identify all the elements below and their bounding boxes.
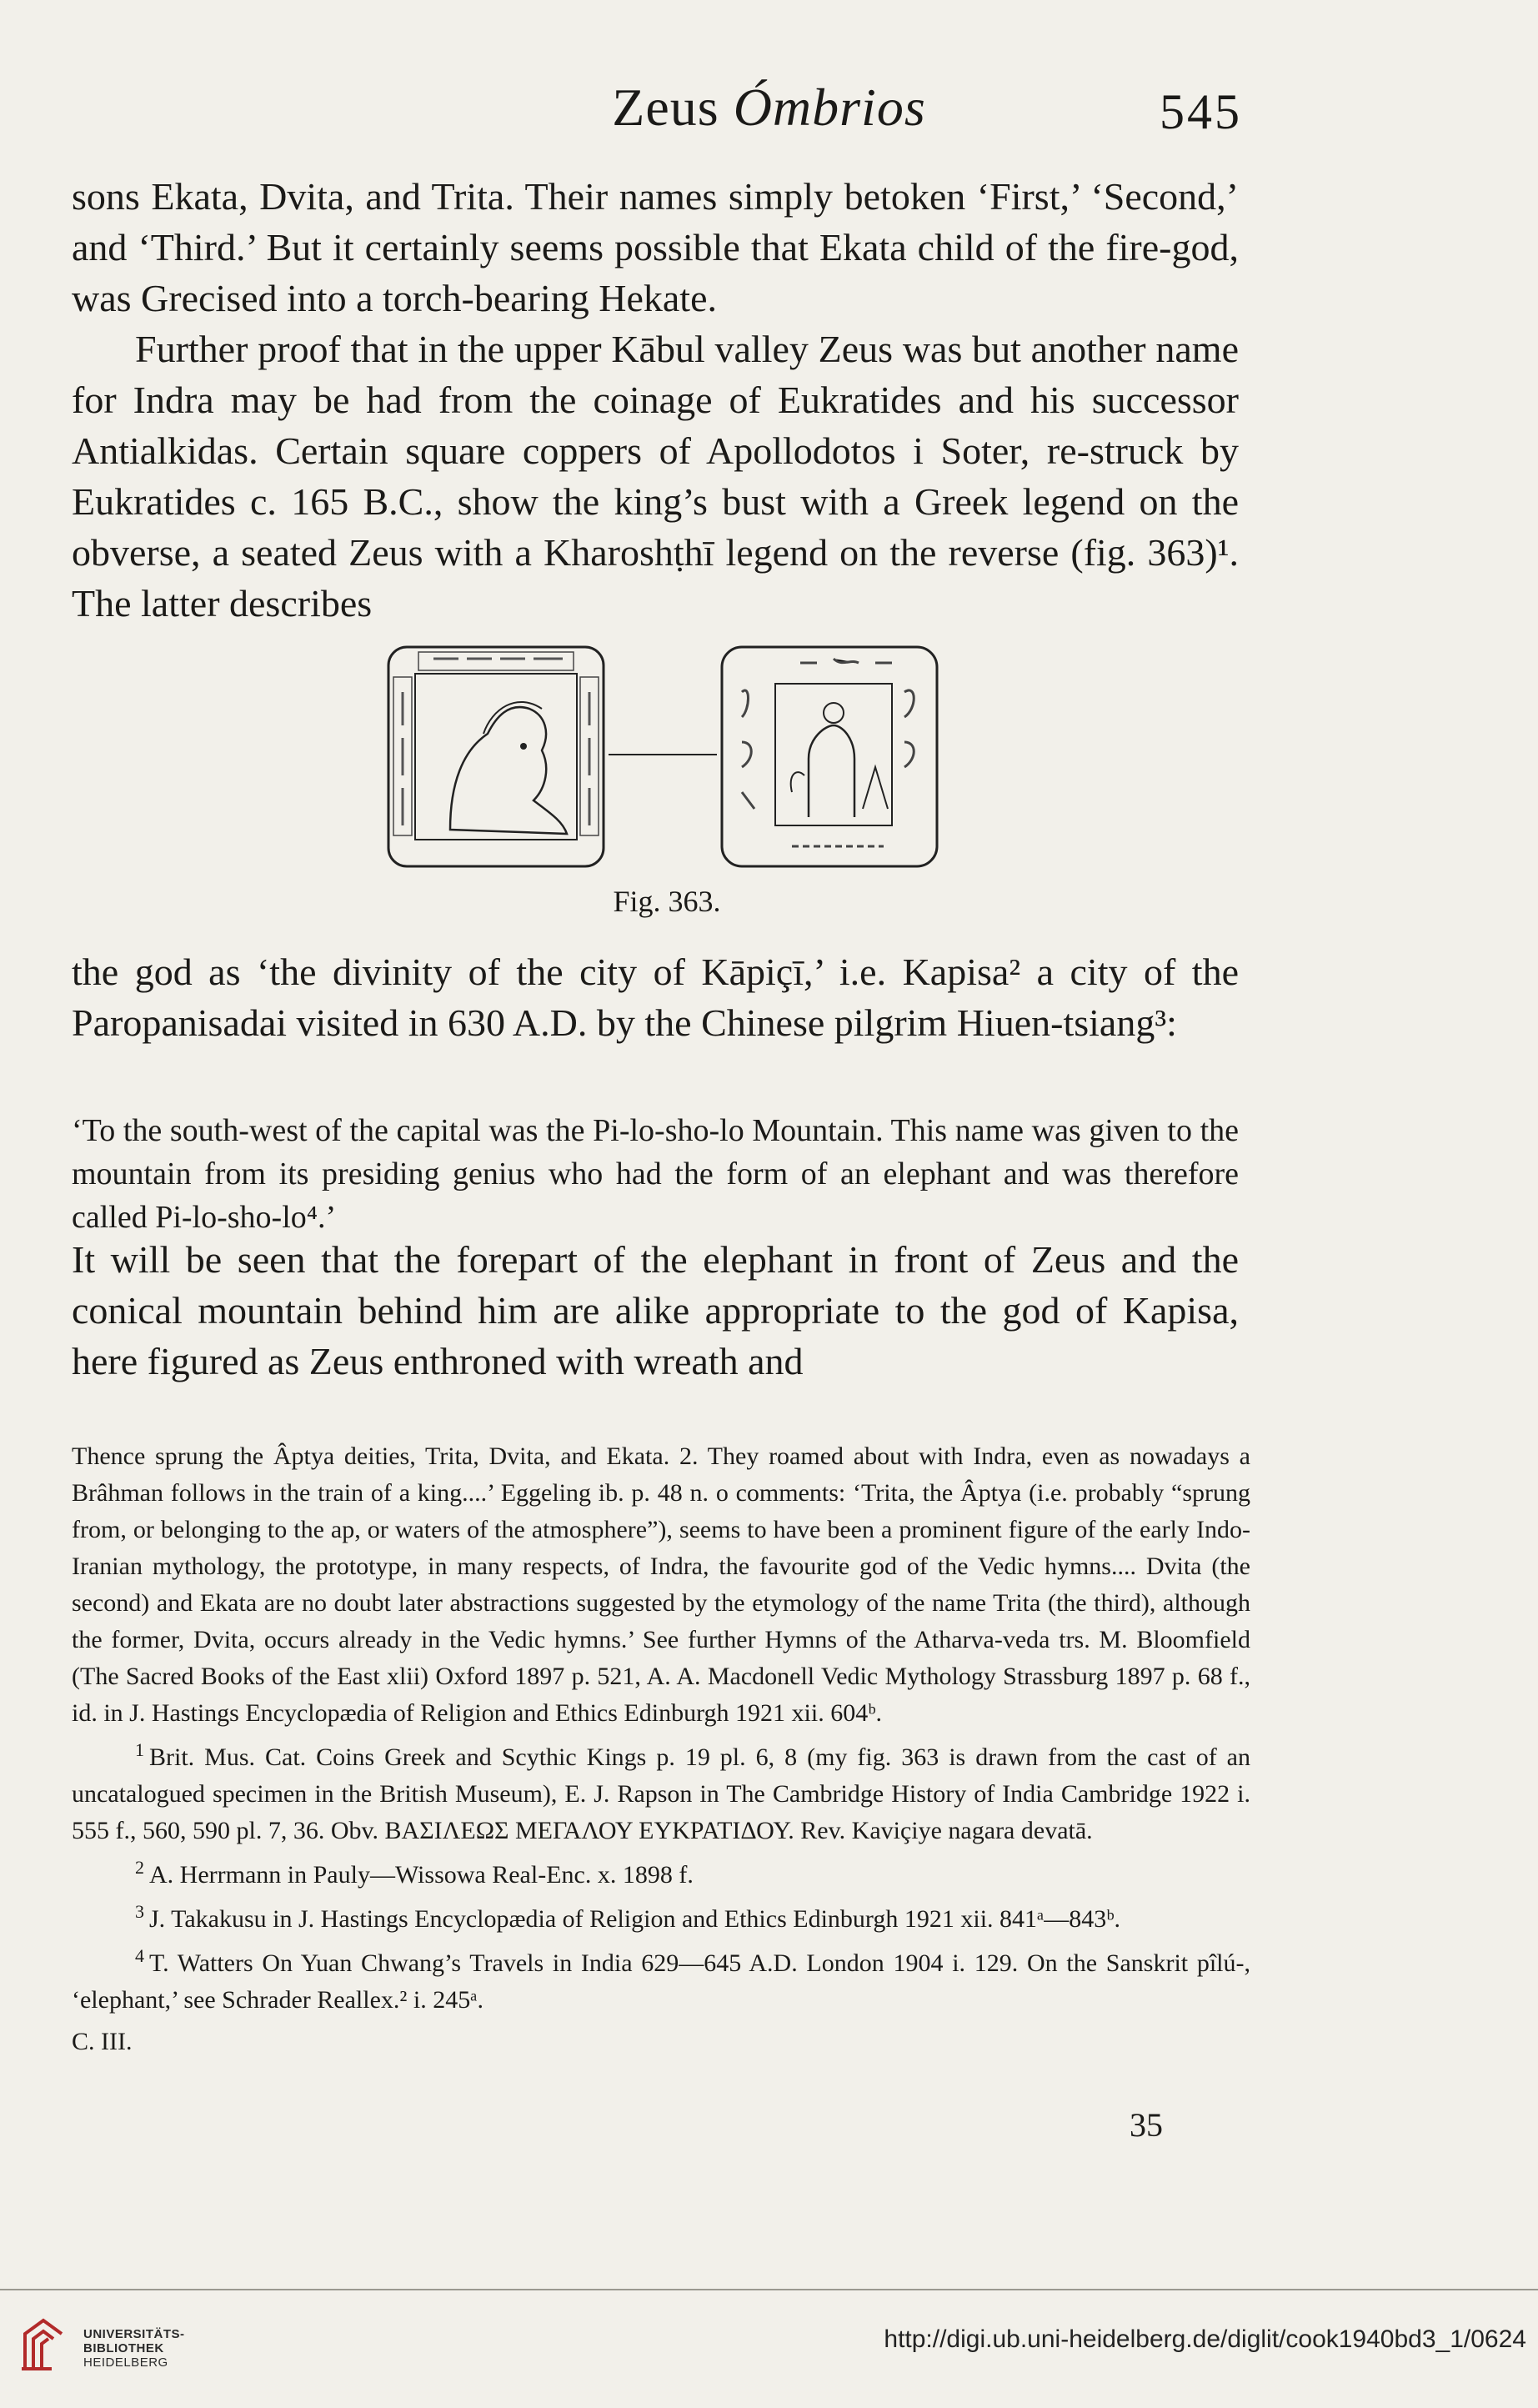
footnote-continuation: Thence sprung the Âptya deities, Trita, Dvita, and Ekata. 2. They roamed about with Indra, even as nowadays a Brâhman follows in the train of a king....’ Eggeling ib. p. 48 n. o comments: ‘Trita, the Âptya (i.e. probably “sprung from, or belonging to the ap, or waters of the atmosphere”), seems to have been a prominent figure of the early Indo-Iranian mythology, the prototype, in many respects, of Indra, the favourite god of the Vedic hymns.... Dvita (the second) and Ekata are no doubt later abstractions suggested by the etymology of the name Trita (the third), although the former, Dvita, occurs already in the Vedic hymns.’ See further Hymns of the Atharva-veda trs. M. Bloomfield (The Sacred Books of the East xlii) Oxford 1897 p. 521, A. A. Macdonell Vedic Mythology Strassburg 1897 p. 68 f., id. in J. Hastings Encyclopædia of Religion and Ethics Edinburgh 1921 xii. 604ᵇ. [72,1442,1250,1727]
running-title-italic: Ómbrios [733,78,926,137]
coin-connector-line [609,750,717,759]
library-name-line-2: BIBLIOTHEK [83,2341,164,2355]
footnote-4-number: 4 [135,1945,144,1966]
library-banner [0,2289,1538,2408]
footnote-2-text: A. Herrmann in Pauly—Wissowa Real-Enc. x. 1898 f. [149,1861,694,1889]
footnote-3 [72,1894,1250,1938]
footnote-1 [72,1732,1250,1849]
signature-number: 35 [1130,2106,1163,2144]
footnote-4-text: T. Watters On Yuan Chwang’s Travels in India 629—645 A.D. London 1904 i. 129. On the Sanskrit pîlú-, ‘elephant,’ see Schrader Reallex.² i. 245ᵃ. [72,1949,1250,2014]
footnotes [72,1438,1250,2060]
footnote-2-number: 2 [135,1857,144,1878]
figure-363 [383,642,950,926]
text-block-bottom [72,1234,1239,1387]
paragraph-4: It will be seen that the forepart of the elephant in front of Zeus and the conical mountain behind him are alike appropriate to the god of Kapisa, here figured as Zeus enthroned with wreath and [72,1238,1239,1382]
coin-obverse-image [383,642,609,871]
footnote-4 [72,1938,1250,2019]
text-block-middle [72,946,1239,1048]
university-library-logo-icon [18,2315,68,2374]
footnote-1-text: Brit. Mus. Cat. Coins Greek and Scythic Kings p. 19 pl. 6, 8 (my fig. 363 is drawn from the cast of an uncatalogued specimen in the British Museum), E. J. Rapson in The Cambridge History of India Cambridge 1922 i. 555 f., 560, 590 pl. 7, 36. Obv. ΒΑΣΙΛΕΩΣ ΜΕΓΑΛΟΥ ΕΥΚΡΑΤΙΔΟΥ. Rev. Kaviçiye nagara devatā. [72,1743,1250,1844]
library-name [83,2327,185,2370]
footnote-1-number: 1 [135,1739,144,1760]
paragraph-1: sons Ekata, Dvita, and Trita. Their names simply betoken ‘First,’ ‘Second,’ and ‘Third.’ But it certainly seems possible that Ekata child of the fire-god, was Grecised into a torch-bearing Hekate. [72,175,1239,319]
paragraph-3: the god as ‘the divinity of the city of Kāpiçī,’ i.e. Kapisa² a city of the Paropanisadai visited in 630 A.D. by the Chinese pilgrim Hiuen-tsiang³: [72,951,1239,1044]
coin-reverse-image [717,642,942,871]
banner-divider [0,2289,1538,2290]
running-head [0,77,1538,143]
running-title-main: Zeus [612,78,734,137]
paragraph-2: Further proof that in the upper Kābul valley Zeus was but another name for Indra may be had from the coinage of Eukratides and his successor Antialkidas. Certain square coppers of Apollodotos i Soter, re-struck by Eukratides c. 165 B.C., show the king’s bust with a Greek legend on the obverse, a seated Zeus with a Kharoshṭhī legend on the reverse (fig. 363)¹. The latter describes [72,328,1239,625]
running-title [0,77,1538,138]
figure-caption: Fig. 363. [613,885,721,918]
permalink-url[interactable]: http://digi.ub.uni-heidelberg.de/diglit/cook1940bd3_1/0624 [884,2325,1526,2353]
library-name-line-1: UNIVERSITÄTS- [83,2327,185,2341]
footnote-2 [72,1849,1250,1894]
footnote-3-number: 3 [135,1901,144,1922]
text-block-top [72,171,1239,629]
footnote-3-text: J. Takakusu in J. Hastings Encyclopædia of Religion and Ethics Edinburgh 1921 xii. 841ᵃ—843ᵇ. [149,1905,1121,1933]
page-number: 545 [1160,84,1242,139]
block-quote: ‘To the south-west of the capital was the Pi-lo-sho-lo Mountain. This name was given to the mountain from its presiding genius who had the form of an elephant and was therefore called Pi-lo-sho-lo⁴.’ [72,1113,1239,1235]
library-name-line-3: HEIDELBERG [83,2355,168,2370]
signature-mark: C. III. [72,2028,133,2055]
